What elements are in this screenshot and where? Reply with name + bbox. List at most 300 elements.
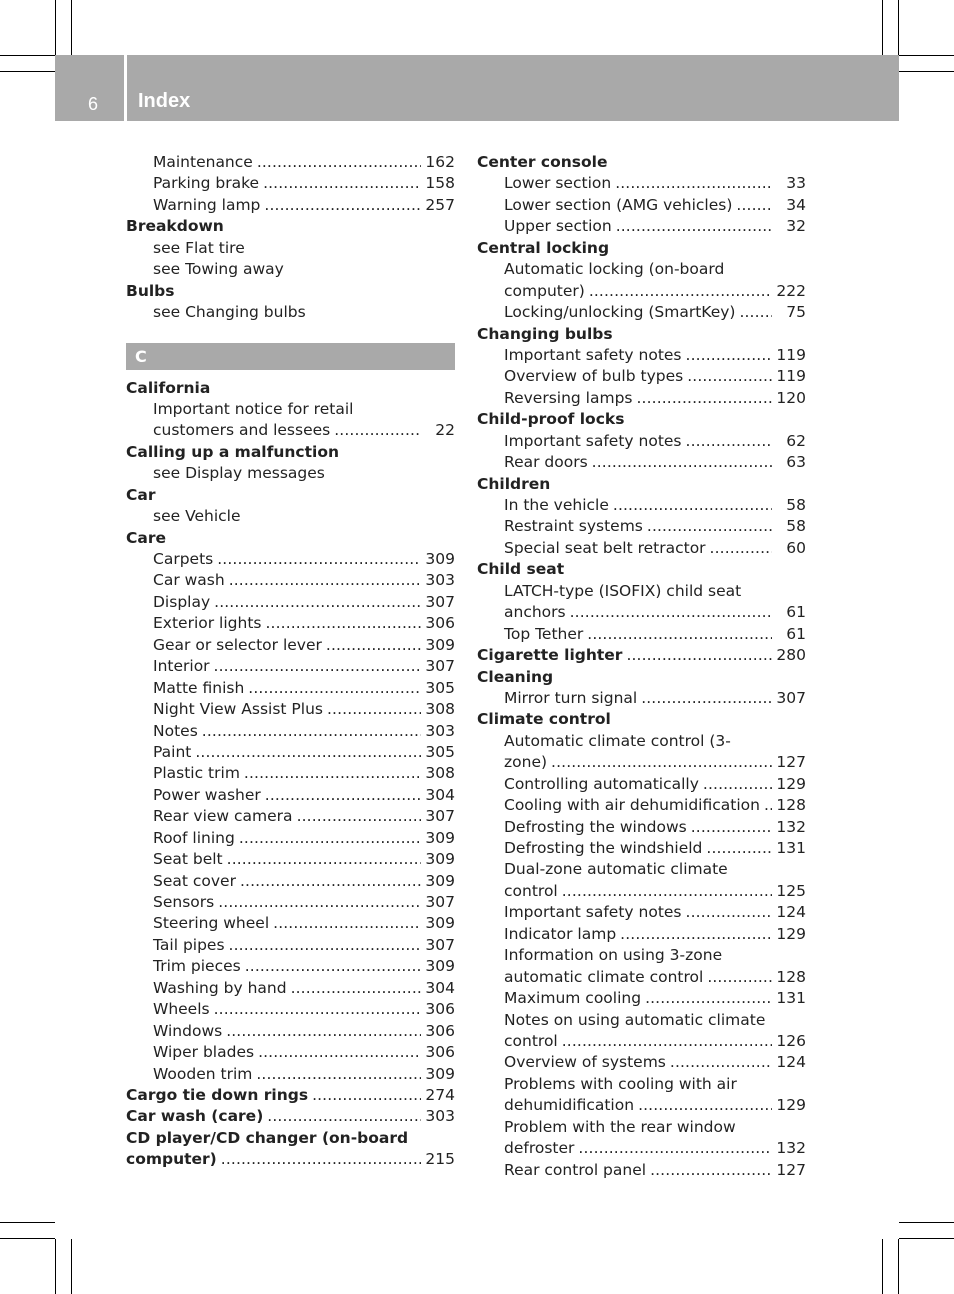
crop-mark xyxy=(898,0,899,55)
index-subentry: Notes on using automatic climate xyxy=(504,1010,766,1029)
dot-leader xyxy=(263,173,421,194)
entry-text: Gear or selector lever xyxy=(153,635,322,654)
index-subentry xyxy=(477,838,806,859)
entry-text: control xyxy=(504,881,558,900)
dot-leader xyxy=(326,635,421,656)
page-reference[interactable]: 309 xyxy=(425,635,455,654)
page-title: Index xyxy=(138,90,191,112)
page-reference[interactable]: 306 xyxy=(425,1000,455,1019)
dot-leader xyxy=(239,828,421,849)
index-heading: Child seat xyxy=(477,560,565,579)
entry-text: Wiper blades xyxy=(153,1043,255,1062)
page-reference[interactable]: 308 xyxy=(425,764,455,783)
index-heading: Center console xyxy=(477,153,608,171)
section-letter-bar: C xyxy=(126,343,455,370)
entry-text: defroster xyxy=(504,1139,575,1158)
entry-text: zone) xyxy=(504,753,548,772)
index-heading: Cleaning xyxy=(477,667,554,686)
page-reference[interactable]: 132 xyxy=(776,1139,806,1158)
dot-leader xyxy=(739,302,772,323)
dot-leader xyxy=(214,592,421,613)
index-subentry xyxy=(477,173,806,194)
dot-leader xyxy=(221,1149,421,1170)
dot-leader xyxy=(650,1160,772,1181)
entry-text: Reversing lamps xyxy=(504,388,633,407)
index-subentry xyxy=(126,1021,455,1042)
page-reference[interactable]: 307 xyxy=(776,688,806,707)
dot-leader xyxy=(273,913,421,934)
index-subentry xyxy=(126,892,455,913)
page-reference[interactable]: 222 xyxy=(776,281,806,300)
index-subentry xyxy=(126,742,455,763)
page-reference[interactable]: 22 xyxy=(435,421,455,440)
page-reference[interactable]: 309 xyxy=(425,550,455,568)
index-subentry: see Towing away xyxy=(153,260,284,279)
index-subentry xyxy=(477,516,806,537)
entry-text: Overview of bulb types xyxy=(504,367,684,386)
entry-text: control xyxy=(504,1031,558,1050)
index-subentry xyxy=(477,817,806,838)
page-reference[interactable]: 120 xyxy=(776,388,806,407)
entry-text: Windows xyxy=(153,1021,223,1040)
index-subentry xyxy=(126,656,455,677)
entry-text: Night View Assist Plus xyxy=(153,700,323,719)
page-reference[interactable]: 61 xyxy=(786,624,806,643)
dot-leader xyxy=(686,902,772,923)
entry-text: computer) xyxy=(504,281,585,300)
dot-leader xyxy=(645,988,772,1009)
index-subentry xyxy=(477,431,806,452)
index-subentry xyxy=(477,1138,806,1159)
index-subentry xyxy=(477,388,806,409)
index-subentry xyxy=(126,549,455,570)
page-reference[interactable]: 303 xyxy=(425,571,455,590)
index-subentry xyxy=(126,763,455,784)
index-heading: Calling up a malfunction xyxy=(126,442,340,461)
page-reference[interactable]: 307 xyxy=(425,935,455,954)
index-subentry xyxy=(126,1042,455,1063)
dot-leader xyxy=(613,495,772,516)
page-reference[interactable]: 128 xyxy=(776,796,806,815)
dot-leader xyxy=(570,602,772,623)
page-reference[interactable]: 131 xyxy=(776,839,806,857)
dot-leader xyxy=(229,570,421,591)
index-subentry xyxy=(126,785,455,806)
page-reference[interactable]: 303 xyxy=(425,1107,455,1126)
dot-leader xyxy=(217,549,421,570)
index-subentry: Dual-zone automatic climate xyxy=(504,860,728,879)
index-subentry xyxy=(126,999,455,1020)
dot-leader xyxy=(636,388,772,409)
dot-leader xyxy=(256,1064,421,1085)
crop-mark xyxy=(899,1238,954,1239)
index-heading: Changing bulbs xyxy=(477,324,613,343)
index-heading-entry xyxy=(126,1106,455,1127)
page-reference[interactable]: 58 xyxy=(786,496,806,514)
index-subentry xyxy=(477,624,806,645)
dot-leader xyxy=(670,1052,772,1073)
dot-leader xyxy=(562,1031,772,1052)
page-reference[interactable]: 304 xyxy=(425,785,455,804)
entry-text: Restraint systems xyxy=(504,517,643,536)
dot-leader xyxy=(551,752,772,773)
page-reference[interactable]: 305 xyxy=(425,742,455,761)
index-subentry xyxy=(477,216,806,237)
index-heading: California xyxy=(126,378,211,397)
index-heading: Climate control xyxy=(477,710,611,729)
page-reference[interactable]: 128 xyxy=(776,967,806,986)
page-reference[interactable]: 307 xyxy=(425,657,455,676)
page-reference[interactable]: 305 xyxy=(425,678,455,697)
dot-leader xyxy=(620,924,772,945)
entry-text: Rear control panel xyxy=(504,1160,647,1179)
page-reference[interactable]: 132 xyxy=(776,817,806,836)
crop-mark xyxy=(0,71,55,72)
dot-leader xyxy=(686,431,772,452)
index-subentry: Information on using 3-zone xyxy=(504,946,723,965)
page-reference[interactable]: 304 xyxy=(425,978,455,997)
index-subentry xyxy=(477,924,806,945)
index-subentry xyxy=(126,913,455,934)
index-subentry xyxy=(126,635,455,656)
index-subentry xyxy=(477,1052,806,1073)
entry-text: In the vehicle xyxy=(504,496,609,514)
index-subentry xyxy=(477,902,806,923)
crop-mark xyxy=(71,0,72,55)
dot-leader xyxy=(195,742,421,763)
dot-leader xyxy=(267,1106,421,1127)
index-subentry xyxy=(126,806,455,827)
index-subentry xyxy=(477,752,806,773)
page-reference[interactable]: 280 xyxy=(776,646,806,665)
page-reference[interactable]: 75 xyxy=(786,303,806,322)
page-reference[interactable]: 307 xyxy=(425,807,455,826)
entry-text: Mirror turn signal xyxy=(504,688,638,707)
entry-text: Important safety notes xyxy=(504,345,682,364)
index-subentry xyxy=(126,613,455,634)
crop-mark xyxy=(0,55,55,56)
entry-text: Warning lamp xyxy=(153,195,261,214)
dot-leader xyxy=(687,366,772,387)
dot-leader xyxy=(638,1095,772,1116)
index-column-left xyxy=(126,152,455,1171)
page-reference[interactable]: 131 xyxy=(776,989,806,1008)
entry-text: Seat cover xyxy=(153,871,236,890)
page-reference[interactable]: 129 xyxy=(776,924,806,943)
dot-leader xyxy=(334,420,421,441)
page-reference[interactable]: 158 xyxy=(425,174,455,193)
index-subentry: see Changing bulbs xyxy=(153,303,306,322)
dot-leader xyxy=(257,152,421,173)
page-reference[interactable]: 33 xyxy=(786,174,806,193)
dot-leader xyxy=(703,774,772,795)
page-reference[interactable]: 215 xyxy=(425,1150,455,1169)
entry-text: Parking brake xyxy=(153,174,260,193)
index-subentry xyxy=(126,420,455,441)
crop-mark xyxy=(898,1239,899,1294)
dot-leader xyxy=(291,978,421,999)
page-reference[interactable]: 63 xyxy=(786,453,806,472)
entry-text: Trim pieces xyxy=(153,957,241,976)
dot-leader xyxy=(240,871,421,892)
dot-leader xyxy=(562,881,772,902)
index-heading: Car xyxy=(126,485,156,504)
index-subentry xyxy=(477,495,806,516)
index-subentry xyxy=(126,871,455,892)
page-reference[interactable]: 309 xyxy=(425,1064,455,1083)
dot-leader xyxy=(710,538,772,559)
page-reference[interactable]: 125 xyxy=(776,881,806,900)
page-reference[interactable]: 61 xyxy=(786,603,806,622)
entry-text: Locking/unlocking (SmartKey) xyxy=(504,303,736,322)
dot-leader xyxy=(214,656,421,677)
dot-leader xyxy=(245,956,421,977)
index-subentry: see Flat tire xyxy=(153,238,245,257)
entry-text: automatic climate control xyxy=(504,967,704,986)
entry-text: Carpets xyxy=(153,550,214,568)
entry-text: Steering wheel xyxy=(153,914,270,933)
entry-text: Notes xyxy=(153,721,198,740)
index-subentry xyxy=(477,967,806,988)
entry-text: Indicator lamp xyxy=(504,924,617,943)
dot-leader xyxy=(707,967,772,988)
crop-mark xyxy=(0,1238,55,1239)
entry-text: Top Tether xyxy=(504,624,584,643)
index-subentry xyxy=(126,849,455,870)
dot-leader xyxy=(218,892,421,913)
page-reference[interactable]: 307 xyxy=(425,893,455,911)
entry-text: Sensors xyxy=(153,893,215,911)
page-reference[interactable]: 309 xyxy=(425,850,455,869)
page-reference[interactable]: 119 xyxy=(776,367,806,386)
page-reference[interactable]: 162 xyxy=(425,153,455,171)
page-reference[interactable]: 58 xyxy=(786,517,806,536)
index-subentry: see Display messages xyxy=(153,464,325,483)
entry-text: anchors xyxy=(504,603,566,622)
entry-text: Important safety notes xyxy=(504,903,682,922)
page-reference[interactable]: 309 xyxy=(425,871,455,890)
dot-leader xyxy=(589,281,772,302)
index-subentry xyxy=(126,956,455,977)
index-subentry xyxy=(477,1031,806,1052)
index-subentry xyxy=(126,1064,455,1085)
index-subentry xyxy=(477,538,806,559)
index-subentry xyxy=(126,699,455,720)
dot-leader xyxy=(764,795,772,816)
dot-leader xyxy=(202,721,421,742)
entry-text: Wooden trim xyxy=(153,1064,253,1083)
index-subentry xyxy=(126,978,455,999)
index-heading-entry xyxy=(477,645,806,666)
page-reference[interactable]: 309 xyxy=(425,914,455,933)
dot-leader xyxy=(265,613,421,634)
entry-text: Paint xyxy=(153,742,192,761)
page-reference[interactable]: 129 xyxy=(776,1096,806,1115)
index-subentry xyxy=(126,195,455,216)
entry-text: Power washer xyxy=(153,785,261,804)
dot-leader xyxy=(616,216,772,237)
index-subentry xyxy=(477,602,806,623)
dot-leader xyxy=(615,173,772,194)
index-subentry: see Vehicle xyxy=(153,507,241,526)
dot-leader xyxy=(227,849,421,870)
crop-mark xyxy=(899,55,954,56)
dot-leader xyxy=(641,688,772,709)
page-reference[interactable]: 306 xyxy=(425,1043,455,1062)
entry-text: Defrosting the windows xyxy=(504,817,687,836)
crop-mark xyxy=(55,0,56,55)
dot-leader xyxy=(578,1138,772,1159)
dot-leader xyxy=(312,1085,421,1106)
dot-leader xyxy=(264,195,421,216)
entry-text: Maintenance xyxy=(153,153,253,171)
index-subentry xyxy=(477,302,806,323)
index-subentry xyxy=(477,452,806,473)
dot-leader xyxy=(226,1021,421,1042)
entry-text: Lower section xyxy=(504,174,612,193)
page-reference[interactable]: 307 xyxy=(425,592,455,611)
dot-leader xyxy=(592,452,772,473)
page-reference[interactable]: 127 xyxy=(776,753,806,772)
entry-text: Special seat belt retractor xyxy=(504,538,706,557)
entry-text: Rear doors xyxy=(504,453,588,472)
page-reference[interactable]: 274 xyxy=(425,1085,455,1104)
page-reference[interactable]: 306 xyxy=(425,1021,455,1040)
dot-leader xyxy=(736,195,772,216)
entry-text: Important safety notes xyxy=(504,431,682,450)
crop-mark xyxy=(71,1239,72,1294)
page-reference[interactable]: 309 xyxy=(425,957,455,976)
entry-text: Exterior lights xyxy=(153,614,262,633)
index-heading: Children xyxy=(477,474,551,493)
page-reference[interactable]: 308 xyxy=(425,700,455,719)
entry-text: Lower section (AMG vehicles) xyxy=(504,195,733,214)
dot-leader xyxy=(686,345,772,366)
dot-leader xyxy=(265,785,421,806)
entry-text: computer) xyxy=(126,1150,217,1169)
index-subentry: Problem with the rear window xyxy=(504,1117,736,1136)
header-separator xyxy=(124,55,127,121)
dot-leader xyxy=(244,763,421,784)
entry-text: Controlling automatically xyxy=(504,774,699,793)
entry-text: Plastic trim xyxy=(153,764,240,783)
index-subentry: Automatic climate control (3- xyxy=(504,731,731,750)
entry-text: Roof lining xyxy=(153,828,235,847)
index-heading: Child-proof locks xyxy=(477,410,625,429)
crop-mark xyxy=(899,71,954,72)
entry-text: Defrosting the windshield xyxy=(504,839,703,857)
index-subentry xyxy=(477,195,806,216)
index-subentry: Important notice for retail xyxy=(153,399,354,418)
page-reference[interactable]: 126 xyxy=(776,1031,806,1050)
entry-text: Maximum cooling xyxy=(504,989,642,1008)
index-subentry xyxy=(477,795,806,816)
dot-leader xyxy=(229,935,421,956)
entry-text: Tail pipes xyxy=(153,935,225,954)
entry-text: Seat belt xyxy=(153,850,223,869)
dot-leader xyxy=(248,678,421,699)
index-heading: Breakdown xyxy=(126,217,224,236)
dot-leader xyxy=(626,645,772,666)
entry-text: Car wash xyxy=(153,571,225,590)
index-heading: Care xyxy=(126,528,166,547)
crop-mark xyxy=(882,1239,883,1294)
entry-text: Wheels xyxy=(153,1000,210,1019)
index-subentry xyxy=(477,366,806,387)
page-reference[interactable]: 32 xyxy=(786,217,806,236)
page-reference[interactable]: 34 xyxy=(786,195,806,214)
index-heading: CD player/CD changer (on-board xyxy=(126,1128,409,1147)
dot-leader xyxy=(258,1042,421,1063)
page-reference[interactable]: 303 xyxy=(425,721,455,740)
index-subentry xyxy=(126,678,455,699)
index-subentry xyxy=(477,1095,806,1116)
index-subentry: LATCH-type (ISOFIX) child seat xyxy=(504,581,742,600)
entry-text: Overview of systems xyxy=(504,1053,666,1072)
page-reference[interactable]: 257 xyxy=(425,195,455,214)
dot-leader xyxy=(327,699,421,720)
index-subentry xyxy=(477,988,806,1009)
crop-mark xyxy=(55,1239,56,1294)
index-subentry xyxy=(126,935,455,956)
index-subentry xyxy=(126,152,455,173)
entry-text: Upper section xyxy=(504,217,612,236)
dot-leader xyxy=(297,806,421,827)
page-reference[interactable]: 309 xyxy=(425,828,455,847)
page-reference[interactable]: 60 xyxy=(786,538,806,557)
entry-text: customers and lessees xyxy=(153,421,331,440)
index-subentry xyxy=(477,688,806,709)
page-reference[interactable]: 129 xyxy=(776,774,806,793)
index-subentry xyxy=(126,721,455,742)
page-reference[interactable]: 127 xyxy=(776,1160,806,1179)
dot-leader xyxy=(691,817,772,838)
index-column-right xyxy=(477,152,806,1181)
page-number: 6 xyxy=(88,94,99,114)
index-subentry: Automatic locking (on-board xyxy=(504,260,725,279)
entry-text: Car wash (care) xyxy=(126,1107,264,1126)
entry-text: Washing by hand xyxy=(153,978,287,997)
index-subentry: Problems with cooling with air xyxy=(504,1074,737,1093)
entry-text: Interior xyxy=(153,657,210,676)
index-subentry xyxy=(477,881,806,902)
page-reference[interactable]: 306 xyxy=(425,614,455,633)
index-subentry xyxy=(126,173,455,194)
index-subentry xyxy=(126,828,455,849)
entry-text: Display xyxy=(153,592,211,611)
dot-leader xyxy=(647,516,772,537)
index-subentry xyxy=(477,281,806,302)
entry-text: Rear view camera xyxy=(153,807,293,826)
page-reference[interactable]: 124 xyxy=(776,1053,806,1072)
index-heading: Bulbs xyxy=(126,281,175,300)
page-reference[interactable]: 62 xyxy=(786,431,806,450)
entry-text: Cargo tie down rings xyxy=(126,1085,309,1104)
entry-text: Cooling with air dehumidification xyxy=(504,796,760,815)
index-heading: Central locking xyxy=(477,238,610,257)
entry-text: dehumidification xyxy=(504,1096,635,1115)
crop-mark xyxy=(899,1222,954,1223)
page-reference[interactable]: 119 xyxy=(776,345,806,364)
dot-leader xyxy=(214,999,421,1020)
entry-text: Matte finish xyxy=(153,678,245,697)
index-subentry xyxy=(126,592,455,613)
page-reference[interactable]: 124 xyxy=(776,903,806,922)
dot-leader xyxy=(587,624,772,645)
entry-text: Cigarette lighter xyxy=(477,646,623,665)
index-subentry xyxy=(477,1160,806,1181)
crop-mark xyxy=(882,0,883,55)
